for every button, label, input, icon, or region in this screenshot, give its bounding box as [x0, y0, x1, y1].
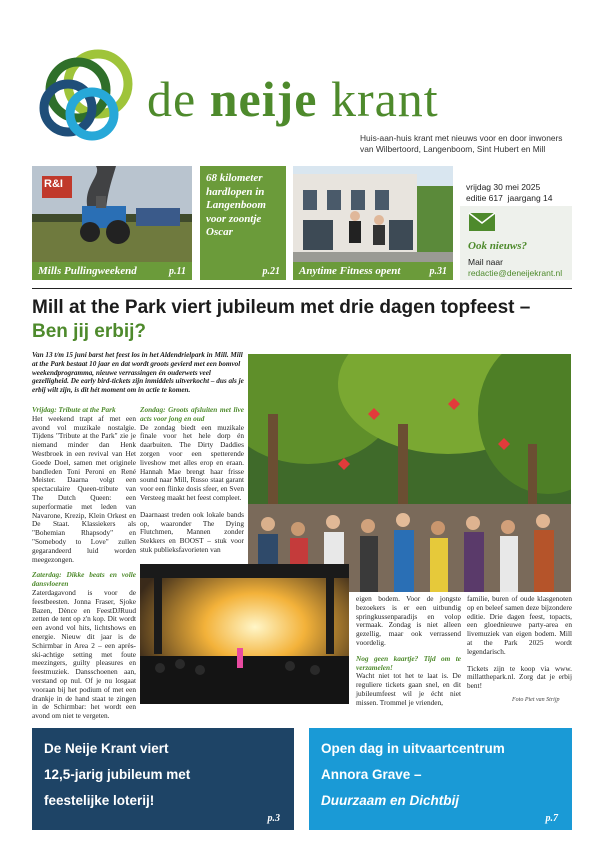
tagline-line-2: van Wilbertoord, Langenboom, Sint Hubert en Mill	[360, 144, 546, 154]
promo-open-dag-page: p.7	[545, 813, 558, 824]
article-column-2	[140, 406, 244, 555]
paragraph-eigen-bodem: eigen bodem. Voor de jongste bezoekers is er een uitbundig springkussenparadijs en volop vermaak. Zondag is niet alleen gezellig, maar ook verrassend voordelig.	[356, 594, 461, 647]
concert-stage-photo	[140, 564, 349, 704]
building-photo	[293, 166, 453, 262]
teaser-fitness-caption[interactable]	[293, 262, 453, 280]
teaser-pulling-photo[interactable]	[32, 166, 192, 262]
news-box-email[interactable]: redactie@deneijekrant.nl	[468, 268, 563, 278]
paragraph-lokale-bands: Daarnaast treden ook lokale bands op, waaronder The Dying Flutchmen, Mannen zonder Stekkers en BOOST – stuk voor stuk publieksfavorieten van	[140, 509, 244, 554]
edition-date: vrijdag 30 mei 2025	[466, 182, 541, 192]
article-headline	[32, 296, 572, 344]
promo-open-dag[interactable]	[309, 728, 572, 830]
news-box	[460, 206, 572, 280]
article-column-1	[32, 406, 136, 721]
paragraph-wacht: Wacht niet tot het te laat is. De reguliere tickets gaan snel, en dit jubileumfeest wil je écht niet missen. Trommel je vrienden,	[356, 671, 461, 707]
stage-photo	[140, 564, 349, 704]
teaser-pulling-sign: R&I	[44, 178, 63, 190]
festival-crowd-photo	[248, 354, 571, 592]
title-de: de	[147, 71, 197, 127]
promo-loterij-page: p.3	[267, 813, 280, 824]
promo-loterij-line-3: feestelijke loterij!	[44, 793, 155, 808]
teaser-hardlopen-page: p.21	[262, 266, 280, 277]
paragraph-vrijdag: Het weekend trapt af met een avond vol muzikale nostalgie. Tijdens "Tribute at the Park" zie je niemand minder dan Henk Westbroek in een revival van Het Goede Doel, samen met originele bandleden Toni Peroni en René Meister. Daarna volgt een spectaculaire Queen-tribute van The Dutch Queen: een superformatie met leden van Navarone, Krezip, Klein Orkest en De Staat. Klassiekers als "Bohemian Rhapsody" en "Somebody to Love" zullen gegarandeerd luid worden meegezongen.	[32, 413, 136, 564]
crowd-photo	[248, 354, 571, 592]
article-column-3	[356, 595, 461, 708]
teaser-pulling-page: p.11	[169, 265, 186, 277]
headline-line-2: Ben jij erbij?	[32, 321, 147, 342]
title-neije: neije	[209, 71, 318, 127]
logo-rings	[34, 44, 142, 146]
promo-loterij-line-1: De Neije Krant viert	[44, 741, 169, 756]
subhead-zondag: Zondag: Groots afsluiten met live acts voor jong en oud	[140, 405, 244, 423]
promo-loterij-line-2: 12,5-jarig jubileum met	[44, 767, 191, 782]
promo-open-dag-line-1: Open dag in uitvaartcentrum	[321, 741, 505, 756]
teaser-fitness-page: p.31	[429, 265, 447, 277]
article-column-4	[467, 595, 572, 691]
masthead-title	[147, 71, 439, 127]
promo-open-dag-line-2: Annora Grave –	[321, 767, 422, 782]
tagline-line-1: Huis-aan-huis krant met nieuws voor en door inwoners	[360, 133, 563, 143]
news-box-line: Mail naar	[468, 257, 503, 267]
edition-info	[466, 182, 576, 204]
teaser-fitness-photo[interactable]	[293, 166, 453, 262]
teaser-hardlopen-text: 68 kilometer hardlopen in Langenboom voor zoontje Oscar	[206, 172, 266, 238]
promo-loterij[interactable]	[32, 728, 294, 830]
teaser-hardlopen[interactable]	[200, 166, 286, 280]
teaser-fitness-title: Anytime Fitness opent	[299, 265, 401, 277]
promo-open-dag-line-3: Duurzaam en Dichtbij	[321, 793, 460, 808]
teaser-pulling-title: Mills Pullingweekend	[38, 265, 137, 277]
title-krant: krant	[330, 71, 439, 127]
headline-line-1: Mill at the Park viert jubileum met drie dagen topfeest –	[32, 297, 531, 318]
news-box-heading: Ook nieuws?	[468, 240, 527, 252]
divider	[32, 288, 572, 289]
edition-number: editie 617 jaargang 14	[466, 193, 553, 203]
paragraph-tickets: Tickets zijn te koop via www. millatthepark.nl. Zorg dat je erbij bent!	[467, 663, 572, 691]
paragraph-zaterdag: Zaterdagavond is voor de feestbeesten. Jonna Fraser, Sjoke Bazen, Dènce en FeestDJRuud zetten de tent op z'n kop. Dit wordt een avond vol hits, lichtshows en energie. Nieuw dit jaar is de Schirmbar in Area 2 – een après-ski-achtige setting met foute meezingers, guilty pleasures en feestmuziek. Dansschoenen aan, verstand op nul. Of je nu losgaat vooraan bij het podium of met een drankje in de hand staat te zingen in de Schirmbar: het wordt een avond om niet te vergeten.	[32, 587, 136, 721]
teaser-pulling-caption[interactable]	[32, 262, 192, 280]
article-intro: Van 13 t/m 15 juni barst het feest los in het Aldendrielpark in Mill. Mill at the Park bestaat 10 jaar en dat wordt groots gevierd met een bomvol weekendprogramma, nieuwe verrassingen én ouderwets veel gezelligheid. De early bird-tickets zijn inmiddels uitverkocht – dus als je erbij wilt zijn, is dit hét moment om in actie te komen.	[32, 351, 244, 395]
envelope-icon	[468, 212, 496, 232]
paragraph-familie: familie, buren of oude klasgenoten op en beleef samen deze bijzondere editie. Drie dagen feest, topacts, een gloednieuwe party-area en livemuziek van eigen bodem. Mill at the Park 2025 wordt legendarisch.	[467, 594, 572, 656]
subhead-zaterdag: Zaterdag: Dikke beats en volle dansvloeren	[32, 570, 136, 589]
photo-credit: Foto Piet van Strijp	[512, 697, 560, 703]
subhead-kaartje: Nog geen kaartje? Tijd om te verzamelen!	[356, 653, 461, 672]
subhead-vrijdag: Vrijdag: Tribute at the Park	[32, 405, 116, 414]
tagline	[360, 133, 563, 155]
paragraph-zondag: De zondag biedt een muzikale finale voor het hele dorp én daarbuiten. The Dirty Daddies zorgen voor een spetterende liveshow met alles erop en eraan. Hannah Mae brengt haar frisse sound naar Mill, Russo staat garant voor een flinke dosis sfeer, en Sven Versteeg maakt het feest compleet.	[140, 422, 244, 502]
